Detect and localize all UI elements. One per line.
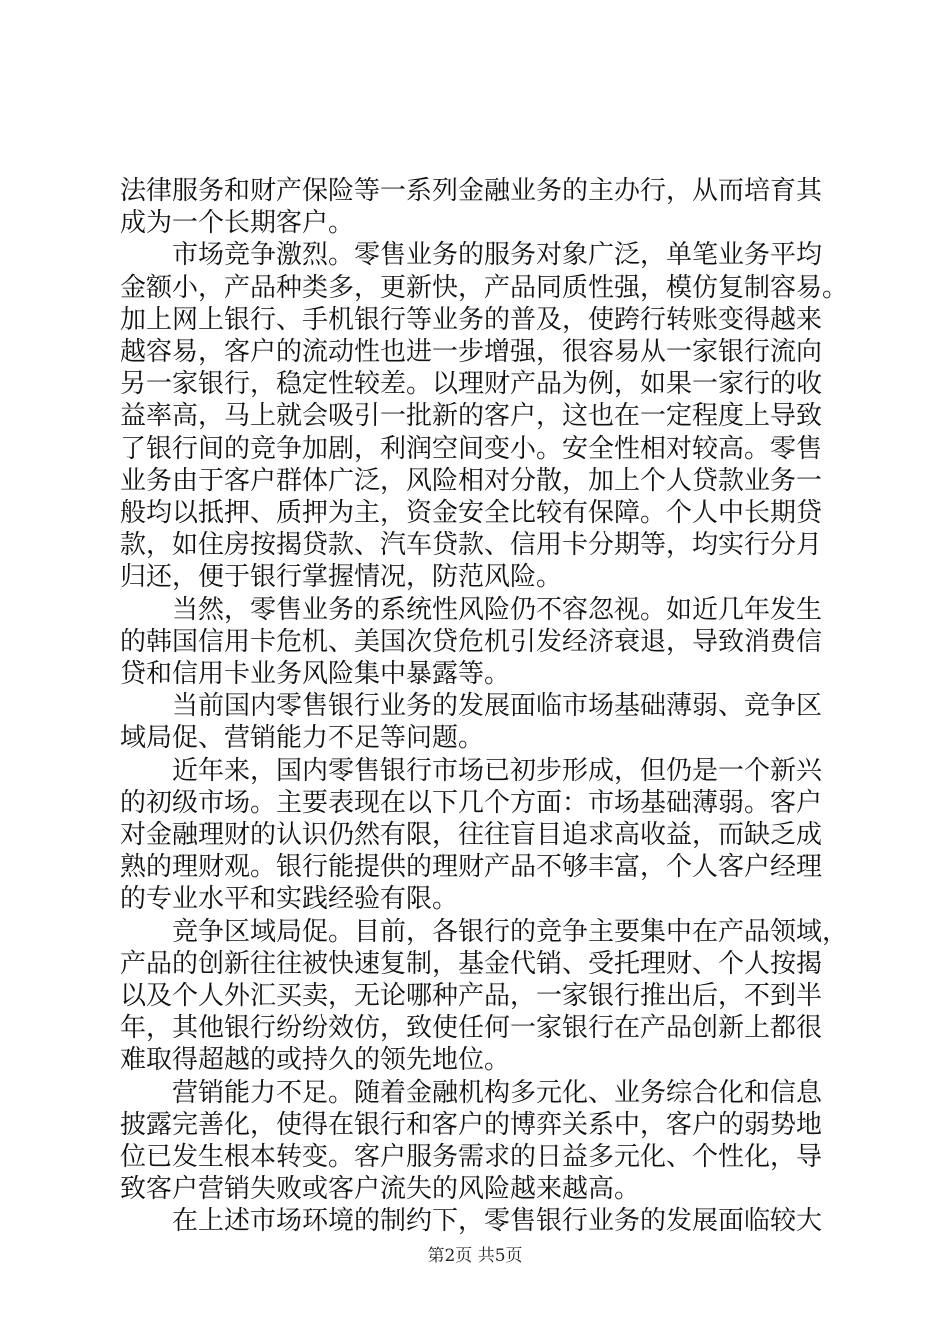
- text-line: 在上述市场环境的制约下，零售银行业务的发展面临较大: [120, 1206, 823, 1237]
- text-line: 加上网上银行、手机银行等业务的普及，使跨行转账变得越来: [120, 304, 823, 335]
- text-line: 当前国内零售银行业务的发展面临市场基础薄弱、竞争区: [120, 691, 823, 722]
- text-line: 致客户营销失败或客户流失的风险越来越高。: [120, 1174, 641, 1205]
- text-line: 般均以抵押、质押为主，资金安全比较有保障。个人中长期贷: [120, 498, 823, 528]
- text-line: 归还，便于银行掌握情况，防范风险。: [120, 562, 563, 593]
- text-line: 另一家银行，稳定性较差。以理财产品为例，如果一家行的收: [120, 369, 823, 400]
- text-line: 益率高，马上就会吸引一批新的客户，这也在一定程度上导致: [120, 401, 823, 432]
- text-line: 的专业水平和实践经验有限。: [120, 884, 459, 915]
- text-line: 市场竞争激烈。零售业务的服务对象广泛，单笔业务平均: [120, 240, 823, 271]
- text-line: 的初级市场。主要表现在以下几个方面：市场基础薄弱。客户: [120, 787, 823, 818]
- text-line: 对金融理财的认识仍然有限，往往盲目追求高收益，而缺乏成: [120, 820, 823, 850]
- text-line: 产品的创新往往被快速复制，基金代销、受托理财、个人按揭: [120, 948, 823, 979]
- text-line: 近年来，国内零售银行市场已初步形成，但仍是一个新兴: [120, 755, 823, 786]
- text-line: 当然，零售业务的系统性风险仍不容忽视。如近几年发生: [120, 594, 823, 625]
- page-number-footer: 第2页 共5页: [427, 1246, 523, 1266]
- text-line: 营销能力不足。随着金融机构多元化、业务综合化和信息: [120, 1077, 823, 1108]
- text-line: 年，其他银行纷纷效仿，致使任何一家银行在产品创新上都很: [120, 1013, 823, 1044]
- text-line: 法律服务和财产保险等一系列金融业务的主办行，从而培育其: [120, 176, 823, 206]
- text-line: 成为一个长期客户。: [120, 208, 355, 239]
- text-line: 贷和信用卡业务风险集中暴露等。: [120, 659, 511, 689]
- text-line: 竞争区域局促。目前，各银行的竞争主要集中在产品领域，: [120, 916, 849, 947]
- text-line: 的韩国信用卡危机、美国次贷危机引发经济衰退，导致消费信: [120, 626, 823, 657]
- text-line: 业务由于客户群体广泛，风险相对分散，加上个人贷款业务一: [120, 465, 823, 496]
- text-line: 款，如住房按揭贷款、汽车贷款、信用卡分期等，均实行分月: [120, 530, 823, 561]
- text-line: 熟的理财观。银行能提供的理财产品不够丰富，个人客户经理: [120, 852, 823, 883]
- text-line: 披露完善化，使得在银行和客户的博弈关系中，客户的弱势地: [120, 1109, 823, 1140]
- text-line: 越容易，客户的流动性也进一步增强，很容易从一家银行流向: [120, 337, 823, 367]
- text-line: 位已发生根本转变。客户服务需求的日益多元化、个性化，导: [120, 1142, 823, 1172]
- text-line: 了银行间的竞争加剧，利润空间变小。安全性相对较高。零售: [120, 433, 823, 464]
- text-line: 域局促、营销能力不足等问题。: [120, 723, 485, 754]
- text-line: 金额小，产品种类多，更新快，产品同质性强，模仿复制容易。: [120, 272, 849, 303]
- text-line: 难取得超越的或持久的领先地位。: [120, 1045, 511, 1076]
- text-line: 以及个人外汇买卖，无论哪种产品，一家银行推出后，不到半: [120, 981, 823, 1011]
